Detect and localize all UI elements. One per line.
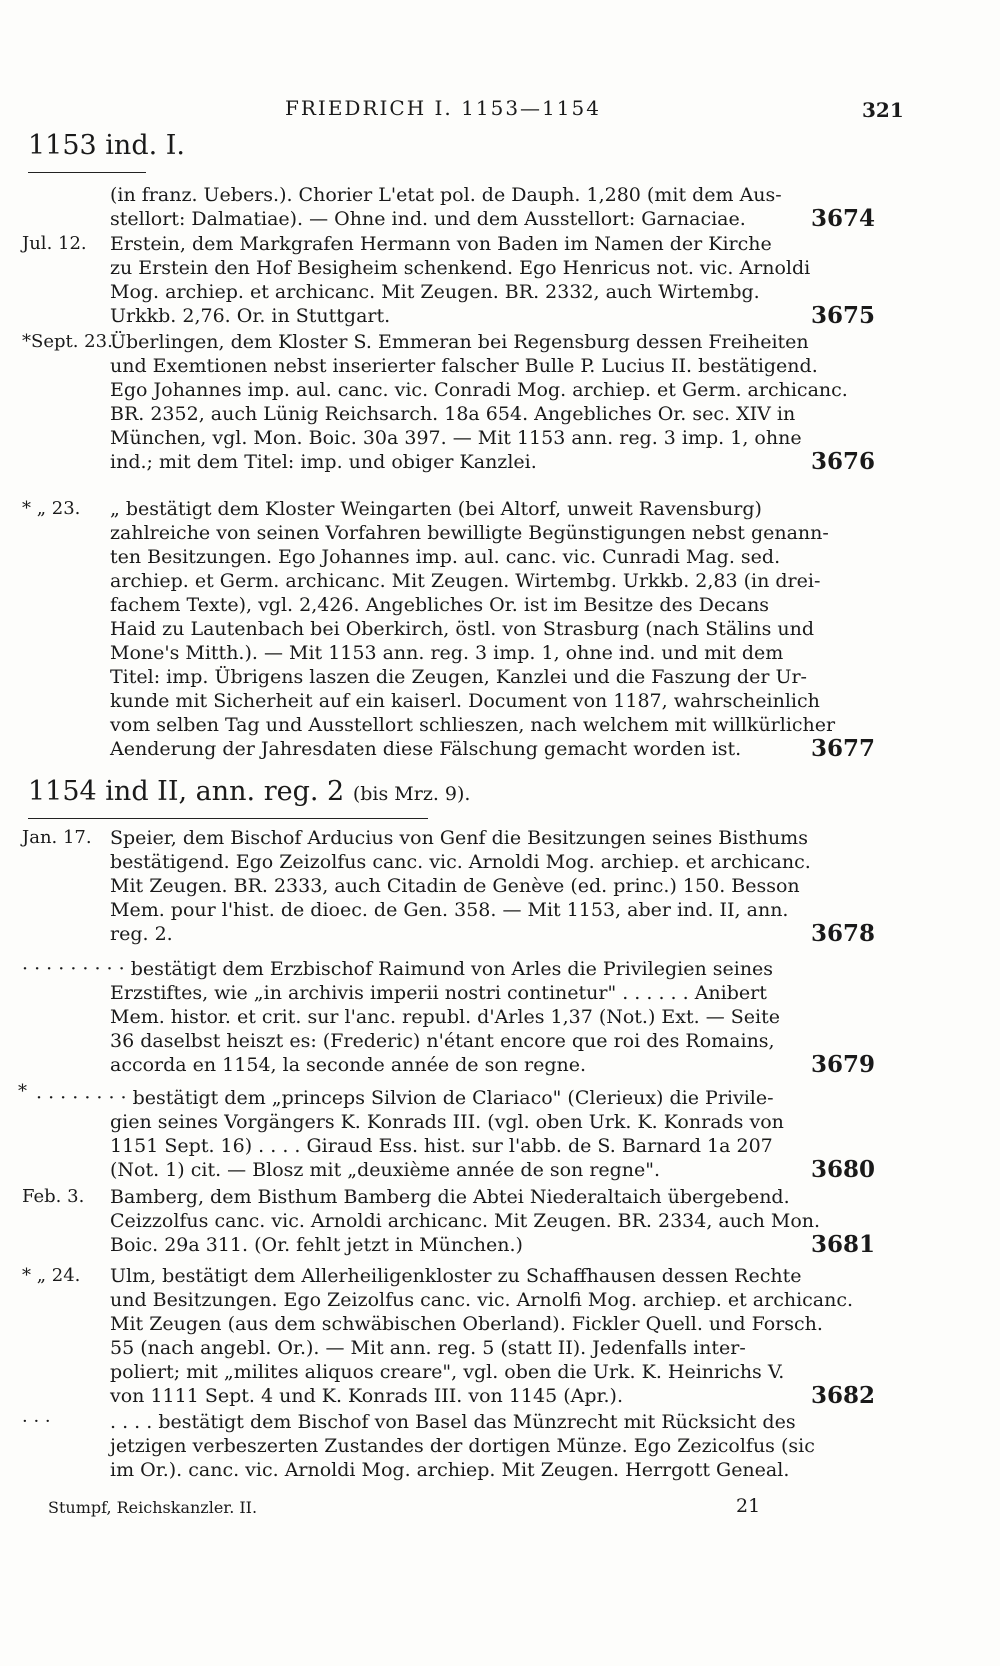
entry-line: bestätigend. Ego Zeizolfus canc. vic. Arnoldi Mog. archiep. et archicanc. xyxy=(110,851,811,873)
entry-line: poliert; mit „milites aliquos creare", vgl. oben die Urk. K. Heinrichs V. xyxy=(110,1361,785,1383)
section-rule xyxy=(28,172,146,173)
entry-continued xyxy=(110,1410,875,1482)
entry-line: stellort: Dalmatiae). — Ohne ind. und dem Ausstellort: Garnaciae. 3674 xyxy=(110,205,875,232)
entry-number: 3681 xyxy=(810,1231,875,1258)
entry-date: Jan. 17. xyxy=(22,827,92,848)
entry-line: 36 daselbst heiszt es: (Frederic) n'étant encore que roi des Romains, xyxy=(110,1030,775,1052)
entry-line: Erstein, dem Markgrafen Hermann von Baden im Namen der Kirche xyxy=(110,233,772,255)
entry-number: 3680 xyxy=(810,1156,875,1183)
entry-line: BR. 2352, auch Lünig Reichsarch. 18a 654. Angebliches Or. sec. XIV in xyxy=(110,403,796,425)
entry-line: und Besitzungen. Ego Zeizolfus canc. vic. Arnolfi Mog. archiep. et archicanc. xyxy=(110,1289,854,1311)
entry-line: Speier, dem Bischof Arducius von Genf die Besitzungen seines Bisthums xyxy=(110,827,808,849)
section-heading-text: 1153 ind. I. xyxy=(28,130,186,161)
entry-number: 3682 xyxy=(810,1382,875,1409)
entry-3679 xyxy=(22,957,875,1077)
entry-line: Haid zu Lautenbach bei Oberkirch, östl. von Strasburg (nach Stälins und xyxy=(110,618,815,640)
entry-line: archiep. et Germ. archicanc. Mit Zeugen. Wirtembg. Urkkb. 2,83 (in drei- xyxy=(110,570,821,592)
entry-number: 3678 xyxy=(810,920,875,947)
entry-3674 xyxy=(110,183,875,231)
entry-line: zu Erstein den Hof Besigheim schenkend. Ego Henricus not. vic. Arnoldi xyxy=(110,257,811,279)
entry-date: Feb. 3. xyxy=(22,1186,85,1207)
entry-date: * „ 24. xyxy=(22,1265,81,1286)
entry-line: „ bestätigt dem Kloster Weingarten (bei Altorf, unweit Ravensburg) xyxy=(110,498,762,520)
entry-line: Bamberg, dem Bisthum Bamberg die Abtei Niederaltaich übergebend. xyxy=(110,1186,790,1208)
entry-line: Urkkb. 2,76. Or. in Stuttgart. 3675 xyxy=(110,302,875,329)
section-heading-1153 xyxy=(28,130,186,161)
entry-3678 xyxy=(110,826,875,946)
section-heading-text: 1154 ind II, ann. reg. 2 xyxy=(28,776,345,807)
entry-3682 xyxy=(110,1264,875,1408)
entry-line: Titel: imp. Übrigens laszen die Zeugen, Kanzlei und die Faszung der Ur- xyxy=(110,666,807,688)
entry-line: (in franz. Uebers.). Chorier L'etat pol. de Dauph. 1,280 (mit dem Aus- xyxy=(110,184,782,206)
page-number: 321 xyxy=(862,98,904,122)
entry-line: Mit Zeugen. BR. 2333, auch Citadin de Genève (ed. princ.) 150. Besson xyxy=(110,875,800,897)
entry-number: 3676 xyxy=(810,448,875,475)
entry-line: Mit Zeugen (aus dem schwäbischen Oberland). Fickler Quell. und Forsch. xyxy=(110,1313,823,1335)
entry-3681 xyxy=(110,1185,875,1257)
entry-number: 3677 xyxy=(810,735,875,762)
entry-line: Erzstiftes, wie „in archivis imperii nostri continetur" . . . . . . Anibert xyxy=(110,982,767,1004)
entry-line: ind.; mit dem Titel: imp. und obiger Kanzlei. 3676 xyxy=(110,448,875,475)
entry-number: 3679 xyxy=(810,1051,875,1078)
entry-line: Aenderung der Jahresdaten diese Fälschung gemacht worden ist. 3677 xyxy=(110,735,875,762)
entry-line: Ulm, bestätigt dem Allerheiligenkloster zu Schaffhausen dessen Rechte xyxy=(110,1265,802,1287)
entry-line: im Or.). canc. vic. Arnoldi Mog. archiep. Mit Zeugen. Herrgott Geneal. xyxy=(110,1459,790,1481)
entry-line: · · · · · · · · · bestätigt dem Erzbischof Raimund von Arles die Privilegien seines xyxy=(22,958,774,980)
footer-signature: Stumpf, Reichskanzler. II. xyxy=(48,1498,258,1517)
entry-line: 1151 Sept. 16) . . . . Giraud Ess. hist. sur l'abb. de S. Barnard 1a 207 xyxy=(110,1135,773,1157)
entry-line: . . . . bestätigt dem Bischof von Basel das Münzrecht mit Rücksicht des xyxy=(110,1411,796,1433)
entry-line: fachem Texte), vgl. 2,426. Angebliches Or. ist im Besitze des Decans xyxy=(110,594,770,616)
entry-line: Ceizzolfus canc. vic. Arnoldi archicanc. Mit Zeugen. BR. 2334, auch Mon. xyxy=(110,1210,821,1232)
entry-date: * „ 23. xyxy=(22,498,81,519)
entry-date: *Sept. 23. xyxy=(22,331,113,352)
entry-number: 3674 xyxy=(810,205,875,232)
entry-line: Mog. archiep. et archicanc. Mit Zeugen. BR. 2332, auch Wirtembg. xyxy=(110,281,760,303)
entry-number: 3675 xyxy=(810,302,875,329)
entry-3676 xyxy=(110,330,875,474)
section-heading-note: (bis Mrz. 9). xyxy=(352,783,471,805)
entry-line: Boic. 29a 311. (Or. fehlt jetzt in München.) 3681 xyxy=(110,1231,875,1258)
entry-line: Mone's Mitth.). — Mit 1153 ann. reg. 3 imp. 1, ohne ind. und mit dem xyxy=(110,642,784,664)
entry-line: ten Besitzungen. Ego Johannes imp. aul. canc. vic. Cunradi Mag. sed. xyxy=(110,546,781,568)
running-title: FRIEDRICH I. 1153—1154 xyxy=(285,96,601,120)
entry-line: von 1111 Sept. 4 und K. Konrads III. von 1145 (Apr.). 3682 xyxy=(110,1382,875,1409)
entry-line: vom selben Tag und Ausstellort schlieszen, nach welchem mit willkürlicher xyxy=(110,714,836,736)
entry-line: zahlreiche von seinen Vorfahren bewilligte Begünstigungen nebst genann- xyxy=(110,522,829,544)
entry-line: reg. 2. 3678 xyxy=(110,920,875,947)
entry-date: Jul. 12. xyxy=(22,233,87,254)
entry-line: 55 (nach angebl. Or.). — Mit ann. reg. 5 (statt II). Jedenfalls inter- xyxy=(110,1337,746,1359)
entry-line: · · · · · · · · bestätigt dem „princeps Silvion de Clariaco" (Clerieux) die Privile- xyxy=(36,1087,774,1109)
entry-line: jetzigen verbeszerten Zustandes der dortigen Münze. Ego Zezicolfus (sic xyxy=(110,1435,815,1457)
entry-line: accorda en 1154, la seconde année de son regne. 3679 xyxy=(110,1051,875,1078)
entry-line: und Exemtionen nebst inserierter falscher Bulle P. Lucius II. bestätigend. xyxy=(110,355,818,377)
entry-date: · · · xyxy=(22,1411,51,1432)
entry-line: kunde mit Sicherheit auf ein kaiserl. Document von 1187, wahrscheinlich xyxy=(110,690,820,712)
entry-line: Mem. histor. et crit. sur l'anc. republ. d'Arles 1,37 (Not.) Ext. — Seite xyxy=(110,1006,780,1028)
entry-line: gien seines Vorgängers K. Konrads III. (vgl. oben Urk. K. Konrads von xyxy=(110,1111,784,1133)
section-heading-1154 xyxy=(28,776,471,807)
section-rule xyxy=(28,818,428,819)
entry-3677 xyxy=(110,497,875,761)
entry-line: Überlingen, dem Kloster S. Emmeran bei Regensburg dessen Freiheiten xyxy=(110,331,809,353)
entry-line: (Not. 1) cit. — Blosz mit „deuxième année de son regne". 3680 xyxy=(110,1156,875,1183)
footer-sheet-number: 21 xyxy=(736,1495,761,1517)
entry-date: * xyxy=(18,1081,27,1102)
entry-line: Ego Johannes imp. aul. canc. vic. Conradi Mog. archiep. et Germ. archicanc. xyxy=(110,379,848,401)
entry-3675 xyxy=(110,232,875,328)
entry-line: Mem. pour l'hist. de dioec. de Gen. 358. — Mit 1153, aber ind. II, ann. xyxy=(110,899,789,921)
entry-3680 xyxy=(36,1086,875,1182)
entry-line: München, vgl. Mon. Boic. 30a 397. — Mit 1153 ann. reg. 3 imp. 1, ohne xyxy=(110,427,802,449)
